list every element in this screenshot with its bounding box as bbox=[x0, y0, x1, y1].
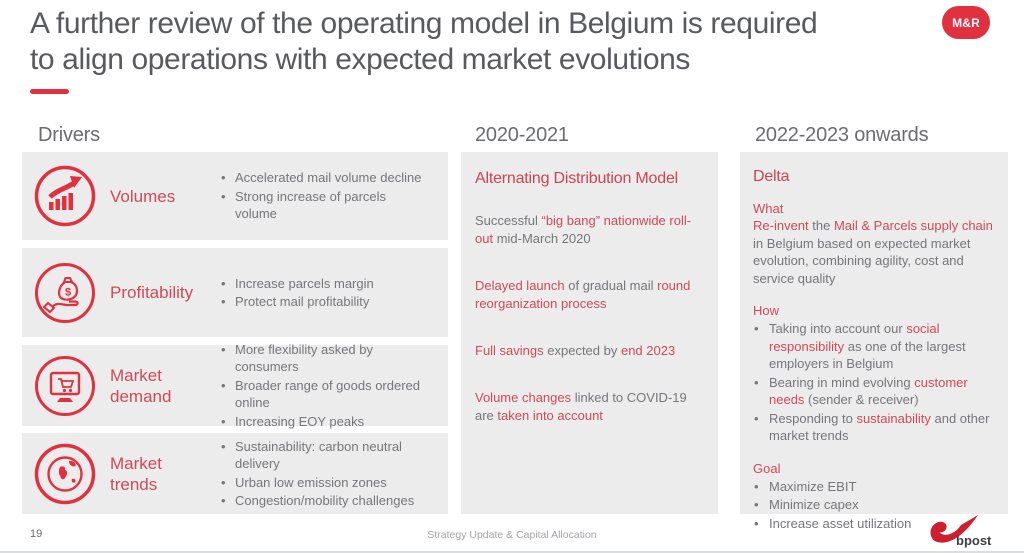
driver-label: Market trends bbox=[110, 453, 162, 494]
growth-chart-icon bbox=[33, 164, 97, 228]
driver-label: Market demand bbox=[110, 365, 172, 406]
what-label: What bbox=[753, 201, 784, 216]
phase1-paragraph: Delayed launch of gradual mail round reorganization process bbox=[475, 278, 691, 311]
page-number: 19 bbox=[30, 528, 43, 540]
driver-card-market-trends bbox=[22, 433, 448, 514]
page-title-line2: to align operations with expected market evolutions bbox=[30, 43, 690, 76]
driver-bullet: • Sustainability: carbon neutral delivery bbox=[220, 438, 426, 473]
goal-bullet: • Increase asset utilization bbox=[753, 515, 995, 533]
driver-bullet: • Congestion/mobility challenges bbox=[220, 492, 426, 510]
bpost-logo bbox=[916, 514, 1012, 550]
phase1-panel bbox=[461, 152, 718, 514]
phase1-paragraph: Full savings expected by end 2023 bbox=[475, 343, 676, 358]
money-bag-hand-icon bbox=[33, 261, 97, 325]
driver-bullet: • Accelerated mail volume decline bbox=[220, 169, 426, 187]
goal-bullet: • Minimize capex bbox=[753, 496, 995, 514]
phase1-column-header: 2020-2021 bbox=[475, 124, 569, 146]
page-title bbox=[30, 6, 930, 78]
driver-card-volumes bbox=[22, 152, 448, 240]
svg-text:$: $ bbox=[64, 286, 72, 298]
driver-bullet: • Protect mail profitability bbox=[220, 293, 426, 311]
goal-bullet: • Maximize EBIT bbox=[753, 478, 995, 496]
how-bullet: • Bearing in mind evolving customer needs (sender & receiver) bbox=[753, 374, 995, 409]
phase2-panel bbox=[740, 152, 1008, 531]
online-shopping-monitor-icon bbox=[33, 354, 97, 418]
what-text: Re-invent the Mail & Parcels supply chain in Belgium based on expected market evolution, combining agility, cost and service quality bbox=[753, 218, 993, 286]
how-bullet-list bbox=[753, 320, 995, 445]
driver-label: Profitability bbox=[110, 283, 194, 302]
goal-label: Goal bbox=[753, 460, 781, 476]
phase1-paragraph: Volume changes linked to COVID-19 are taken into account bbox=[475, 390, 687, 423]
driver-bullet-list bbox=[206, 340, 434, 432]
how-bullet: • Responding to sustainability and other market trends bbox=[753, 410, 995, 445]
how-label: How bbox=[753, 303, 780, 318]
bpost-logo-text: bpost bbox=[956, 533, 992, 548]
driver-card-profitability bbox=[22, 248, 448, 337]
phase2-panel-title: Delta bbox=[753, 168, 790, 185]
driver-bullet: • Increase parcels margin bbox=[220, 275, 426, 293]
driver-bullet: • Broader range of goods ordered online bbox=[220, 377, 426, 412]
drivers-column-header: Drivers bbox=[38, 124, 100, 146]
driver-bullet: • More flexibility asked by consumers bbox=[220, 341, 426, 376]
page-title-line1: A further review of the operating model in Belgium is required bbox=[30, 7, 818, 40]
driver-label: Volumes bbox=[110, 186, 176, 206]
phase2-column-header: 2022-2023 onwards bbox=[755, 124, 929, 146]
driver-bullet: • Increasing EOY peaks bbox=[220, 413, 426, 431]
phase1-paragraph: Successful “big bang” nationwide roll-out mid-March 2020 bbox=[475, 213, 692, 246]
driver-bullet: • Urban low emission zones bbox=[220, 474, 426, 492]
driver-bullet: • Strong increase of parcels volume bbox=[220, 188, 426, 223]
globe-icon bbox=[33, 442, 97, 506]
title-accent-dash bbox=[30, 89, 69, 94]
how-bullet: • Taking into account our social responsibility as one of the largest employers in Belgium bbox=[753, 320, 995, 373]
driver-bullet-list bbox=[206, 274, 434, 312]
driver-bullet-list bbox=[206, 437, 434, 511]
mr-badge: M&R bbox=[942, 6, 990, 39]
footer-title: Strategy Update & Capital Allocation bbox=[427, 529, 597, 541]
driver-bullet-list bbox=[206, 168, 434, 224]
driver-card-market-demand bbox=[22, 341, 448, 429]
phase1-panel-title: Alternating Distribution Model bbox=[475, 170, 678, 187]
